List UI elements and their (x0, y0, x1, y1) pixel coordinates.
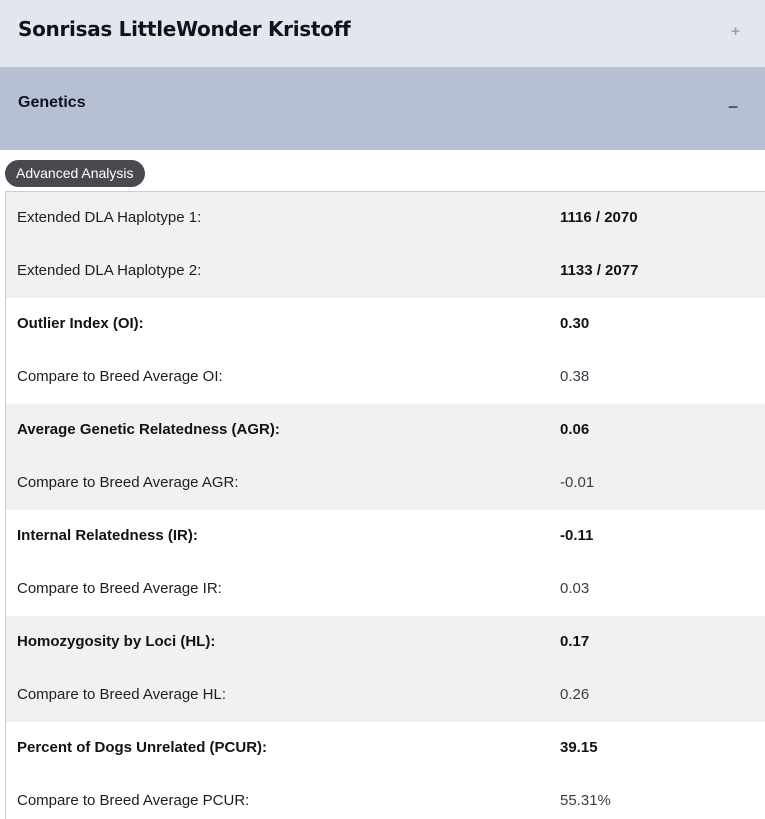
row-label: Outlier Index (OI): (17, 315, 144, 332)
row-label: Compare to Breed Average OI: (17, 368, 223, 385)
table-row (6, 298, 765, 351)
table-row (6, 722, 765, 775)
row-value: 1133 / 2077 (560, 262, 639, 279)
table-row (6, 457, 765, 510)
row-value: 55.31% (560, 792, 611, 809)
dog-accordion-header[interactable] (0, 0, 765, 67)
row-label: Extended DLA Haplotype 1: (17, 209, 202, 226)
table-row (6, 351, 765, 404)
dog-name-title: Sonrisas LittleWonder Kristoff (18, 17, 351, 41)
row-label: Average Genetic Relatedness (AGR): (17, 421, 280, 438)
row-value: 0.26 (560, 686, 590, 703)
row-value: 0.06 (560, 421, 590, 438)
expand-plus-icon[interactable]: + (731, 23, 740, 40)
row-value: 1116 / 2070 (560, 209, 638, 226)
table-row (6, 616, 765, 669)
table-row (6, 404, 765, 457)
table-row (6, 669, 765, 722)
row-label: Compare to Breed Average IR: (17, 580, 222, 597)
row-value: 0.17 (560, 633, 590, 650)
table-row (6, 192, 765, 245)
row-label: Percent of Dogs Unrelated (PCUR): (17, 739, 268, 756)
table-row (6, 245, 765, 298)
collapse-minus-icon[interactable]: – (727, 96, 738, 116)
row-label: Compare to Breed Average AGR: (17, 474, 239, 491)
row-label: Extended DLA Haplotype 2: (17, 262, 202, 279)
row-value: 0.30 (560, 315, 590, 332)
row-value: -0.01 (560, 474, 595, 491)
genetics-table (5, 191, 765, 819)
table-row (6, 775, 765, 819)
table-row (6, 563, 765, 616)
row-label: Compare to Breed Average PCUR: (17, 792, 250, 809)
row-value: 39.15 (560, 739, 598, 756)
row-label: Homozygosity by Loci (HL): (17, 633, 216, 650)
row-label: Internal Relatedness (IR): (17, 527, 198, 544)
advanced-analysis-badge: Advanced Analysis (5, 160, 145, 187)
row-value: -0.11 (560, 527, 594, 544)
row-label: Compare to Breed Average HL: (17, 686, 227, 703)
section-title: Genetics (18, 94, 86, 111)
row-value: 0.03 (560, 580, 590, 597)
genetics-section-header[interactable] (0, 67, 765, 150)
row-value: 0.38 (560, 368, 590, 385)
table-row (6, 510, 765, 563)
